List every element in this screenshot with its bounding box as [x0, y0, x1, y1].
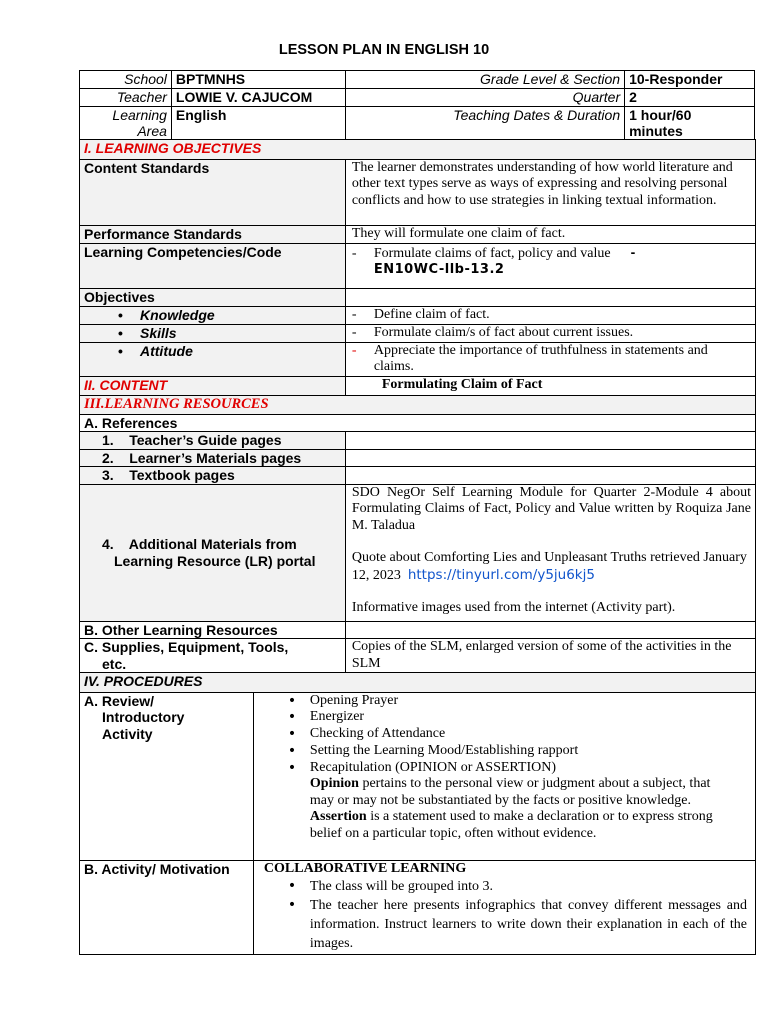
content-standards-value: The learner demonstrates understanding of how world literature and other text types serve as ways of expressing and resolving personal conflicts and how to use strategies in linking textual information. [345, 159, 755, 225]
performance-standards-value: They will formulate one claim of fact. [345, 225, 755, 243]
content-standards-label: Content Standards [80, 159, 346, 225]
activity-item: • The teacher here presents infographics that convey different messages and information. Instruct learners to write down their explanation in each of the images. [310, 896, 747, 953]
additional-materials-label-line1: 4. Additional Materials from [102, 536, 297, 552]
competency-text: Formulate claims of fact, policy and value [373, 245, 611, 261]
lesson-header-table [79, 70, 755, 141]
activity-item: • The class will be grouped into 3. [310, 877, 747, 896]
supplies-value: Copies of the SLM, enlarged version of some of the activities in the SLM [345, 639, 755, 673]
activity-label: B. Activity/ Motivation [80, 860, 254, 954]
activity-content [253, 860, 755, 954]
page-title: LESSON PLAN IN ENGLISH 10 [278, 42, 490, 58]
knowledge-row-label: • Knowledge [80, 306, 346, 324]
review-item: • Energizer [310, 709, 751, 726]
learning-area-label [80, 106, 172, 140]
additional-materials-label-line2: Learning Resource (LR) portal [114, 552, 316, 569]
skills-value: - Formulate claim/s of fact about current issues. [345, 324, 755, 342]
knowledge-text: Define claim of fact. [373, 306, 490, 322]
skills-text: Formulate claim/s of fact about current issues. [373, 324, 634, 340]
competencies-label: Learning Competencies/Code [80, 243, 346, 288]
textbook-label: 3. Textbook pages [80, 467, 346, 485]
competency-dash: - [630, 243, 636, 260]
procedures-heading-cell [80, 673, 756, 693]
school-value: BPTMNHS [171, 71, 345, 89]
knowledge-label: Knowledge [140, 306, 215, 323]
lesson-plan-table [79, 139, 756, 955]
learning-area-label-line2: Area [137, 123, 167, 139]
teachers-guide-value [345, 432, 755, 450]
additional-materials-label [80, 484, 346, 621]
review-label: A. Review/ Introductory Activity [80, 692, 254, 860]
attitude-value: - Appreciate the importance of truthfulness in statements and claims. [345, 342, 755, 376]
other-resources-label: B. Other Learning Resources [80, 621, 346, 639]
learners-materials-label: 2. Learner’s Materials pages [80, 449, 346, 467]
skills-label: Skills [140, 324, 177, 341]
dates-label: Teaching Dates & Duration [345, 106, 624, 140]
skills-row-label: • Skills [80, 324, 346, 342]
content-heading-cell [80, 376, 346, 396]
performance-standards-label: Performance Standards [80, 225, 346, 243]
duration-line2: minutes [629, 123, 683, 139]
duration-value [625, 106, 755, 140]
review-item: • Checking of Attendance [310, 726, 751, 743]
images-reference: Informative images used from the internet (Activity part). [351, 600, 676, 615]
learning-area-value: English [171, 106, 345, 140]
quarter-value: 2 [625, 89, 755, 107]
resources-heading: III.LEARNING RESOURCES [84, 396, 269, 412]
quote-link[interactable]: https://tinyurl.com/y5ju6kj5 [407, 566, 595, 583]
teacher-value: LOWIE V. CAJUCOM [171, 89, 345, 107]
duration-line1: 1 hour/60 [629, 106, 692, 123]
quarter-label: Quarter [345, 89, 624, 107]
resources-heading-cell [80, 396, 756, 415]
review-item: • Setting the Learning Mood/Establishing rapport [310, 743, 751, 760]
teacher-label: Teacher [80, 89, 172, 107]
school-label: School [80, 71, 172, 89]
grade-label: Grade Level & Section [345, 71, 624, 89]
review-item: • Recapitulation (OPINION or ASSERTION) [310, 760, 751, 777]
additional-materials-value [345, 484, 755, 621]
knowledge-value: - Define claim of fact. [345, 306, 755, 324]
slm-reference: SDO NegOr Self Learning Module for Quarter 2-Module 4 about Formulating Claims of Fact, Policy and Value written by Roquiza Jane M. Taladua [351, 484, 751, 533]
supplies-label: C. Supplies, Equipment, Tools, etc. [80, 639, 346, 673]
grade-value: 10-Responder [625, 71, 755, 89]
review-list [258, 693, 751, 777]
objectives-label: Objectives [80, 288, 346, 306]
attitude-text: Appreciate the importance of truthfulness in statements and claims. [373, 342, 708, 374]
content-heading: II. CONTENT [84, 376, 168, 393]
objectives-empty-cell [345, 288, 755, 306]
references-label: A. References [80, 414, 756, 432]
learners-materials-value [345, 449, 755, 467]
review-content [253, 692, 755, 860]
other-resources-value [345, 621, 755, 639]
activity-heading: COLLABORATIVE LEARNING [263, 860, 467, 876]
quote-reference: Quote about Comforting Lies and Unpleasant Truths retrieved January 12, 2023 https://tinyurl.com/y5ju6kj5 [351, 550, 747, 583]
objectives-heading: I. LEARNING OBJECTIVES [84, 140, 262, 156]
activity-list [258, 877, 751, 953]
assertion-definition: Assertion is a statement used to make a declaration or to express strong belief on a particular topic, often without evidence. [309, 809, 713, 841]
content-topic: Formulating Claim of Fact [345, 376, 755, 396]
objectives-heading-cell [80, 140, 756, 160]
procedures-heading: IV. PROCEDURES [84, 673, 203, 689]
opinion-definition: Opinion pertains to the personal view or judgment about a subject, that may or may not be substantiated by the facts or positive knowledge. [309, 776, 711, 808]
review-item: • Opening Prayer [310, 693, 751, 710]
textbook-value [345, 467, 755, 485]
attitude-row-label: • Attitude [80, 342, 346, 376]
learning-area-label-line1: Learning [112, 106, 167, 123]
attitude-label: Attitude [140, 342, 193, 359]
competency-code: EN10WC-llb-13.2 [373, 262, 505, 277]
teachers-guide-label: 1. Teacher’s Guide pages [80, 432, 346, 450]
competencies-value: - Formulate claims of fact, policy and value - EN10WC-llb-13.2 [345, 243, 755, 288]
